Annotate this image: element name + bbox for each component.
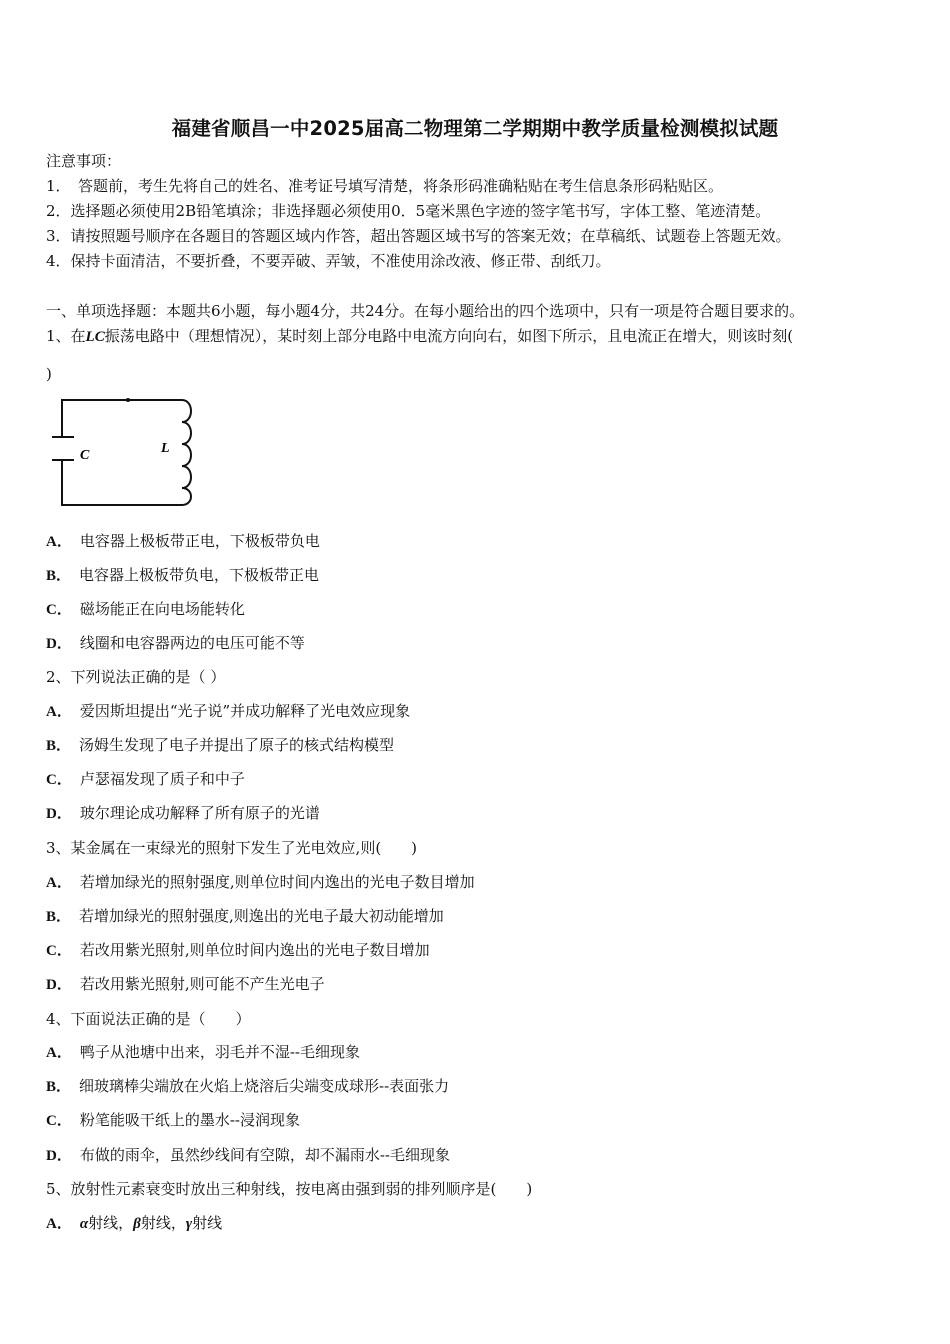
section-heading: 一、单项选择题：本题共6小题，每小题4分，共24分。在每小题给出的四个选项中，只有一项是符合题目要求的。 — [46, 302, 805, 320]
question-4-stem: 4、下面说法正确的是（ ） — [46, 1010, 251, 1028]
note-item-1: 1． 答题前，考生先将自己的姓名、准考证号填写清楚，将条形码准确粘贴在考生信息条形码粘贴区。 — [46, 177, 724, 195]
question-1-stem: 1、在LC振荡电路中（理想情况），某时刻上部分电路中电流方向向右，如图下所示，且电流正在增大，则该时刻( — [46, 327, 794, 345]
note-item-3: 3．请按照题号顺序在各题目的答题区域内作答，超出答题区域书写的答案无效；在草稿纸、试题卷上答题无效。 — [46, 227, 791, 245]
capacitor-label: C — [80, 448, 90, 463]
question-3-option-c[interactable]: C． 若改用紫光照射,则单位时间内逸出的光电子数目增加 — [46, 941, 430, 959]
question-2-stem: 2、下列说法正确的是（ ） — [46, 668, 226, 686]
question-2-option-b[interactable]: B． 汤姆生发现了电子并提出了原子的核式结构模型 — [46, 736, 395, 754]
question-1-option-a[interactable]: A． 电容器上极板带正电，下极板带负电 — [46, 532, 320, 550]
question-4-option-c[interactable]: C． 粉笔能吸干纸上的墨水--浸润现象 — [46, 1111, 300, 1129]
question-4-option-b[interactable]: B． 细玻璃棒尖端放在火焰上烧溶后尖端变成球形--表面张力 — [46, 1077, 450, 1095]
question-5-option-a[interactable]: A． α射线，β射线，γ射线 — [46, 1214, 223, 1232]
question-3-option-b[interactable]: B． 若增加绿光的照射强度,则逸出的光电子最大初动能增加 — [46, 907, 444, 925]
question-2-option-c[interactable]: C． 卢瑟福发现了质子和中子 — [46, 770, 245, 788]
inductor-label: L — [161, 441, 170, 456]
page-title: 福建省顺昌一中2025届高二物理第二学期期中教学质量检测模拟试题 — [171, 117, 779, 140]
question-2-option-d[interactable]: D． 玻尔理论成功解释了所有原子的光谱 — [46, 804, 320, 822]
question-2-option-a[interactable]: A． 爱因斯坦提出“光子说”并成功解释了光电效应现象 — [46, 702, 411, 720]
question-4-option-a[interactable]: A． 鸭子从池塘中出来，羽毛并不湿--毛细现象 — [46, 1043, 360, 1061]
lc-circuit-diagram — [44, 392, 204, 512]
question-3-option-d[interactable]: D． 若改用紫光照射,则可能不产生光电子 — [46, 975, 325, 993]
question-3-option-a[interactable]: A． 若增加绿光的照射强度,则单位时间内逸出的光电子数目增加 — [46, 873, 475, 891]
question-1-close: ) — [46, 365, 52, 383]
question-1-option-d[interactable]: D． 线圈和电容器两边的电压可能不等 — [46, 634, 305, 652]
note-item-4: 4．保持卡面清洁，不要折叠，不要弄破、弄皱，不准使用涂改液、修正带、刮纸刀。 — [46, 252, 611, 270]
question-1-option-c[interactable]: C． 磁场能正在向电场能转化 — [46, 600, 245, 618]
question-3-stem: 3、某金属在一束绿光的照射下发生了光电效应,则( ) — [46, 839, 418, 857]
question-4-option-d[interactable]: D． 布做的雨伞，虽然纱线间有空隙，却不漏雨水--毛细现象 — [46, 1146, 450, 1164]
question-5-stem: 5、放射性元素衰变时放出三种射线，按电离由强到弱的排列顺序是( ) — [46, 1180, 533, 1198]
note-item-2: 2．选择题必须使用2B铅笔填涂；非选择题必须使用0．5毫米黑色字迹的签字笔书写，字体工整、笔迹清楚。 — [46, 202, 771, 220]
question-1-option-b[interactable]: B． 电容器上极板带负电，下极板带正电 — [46, 566, 320, 584]
notes-header: 注意事项： — [46, 152, 122, 170]
